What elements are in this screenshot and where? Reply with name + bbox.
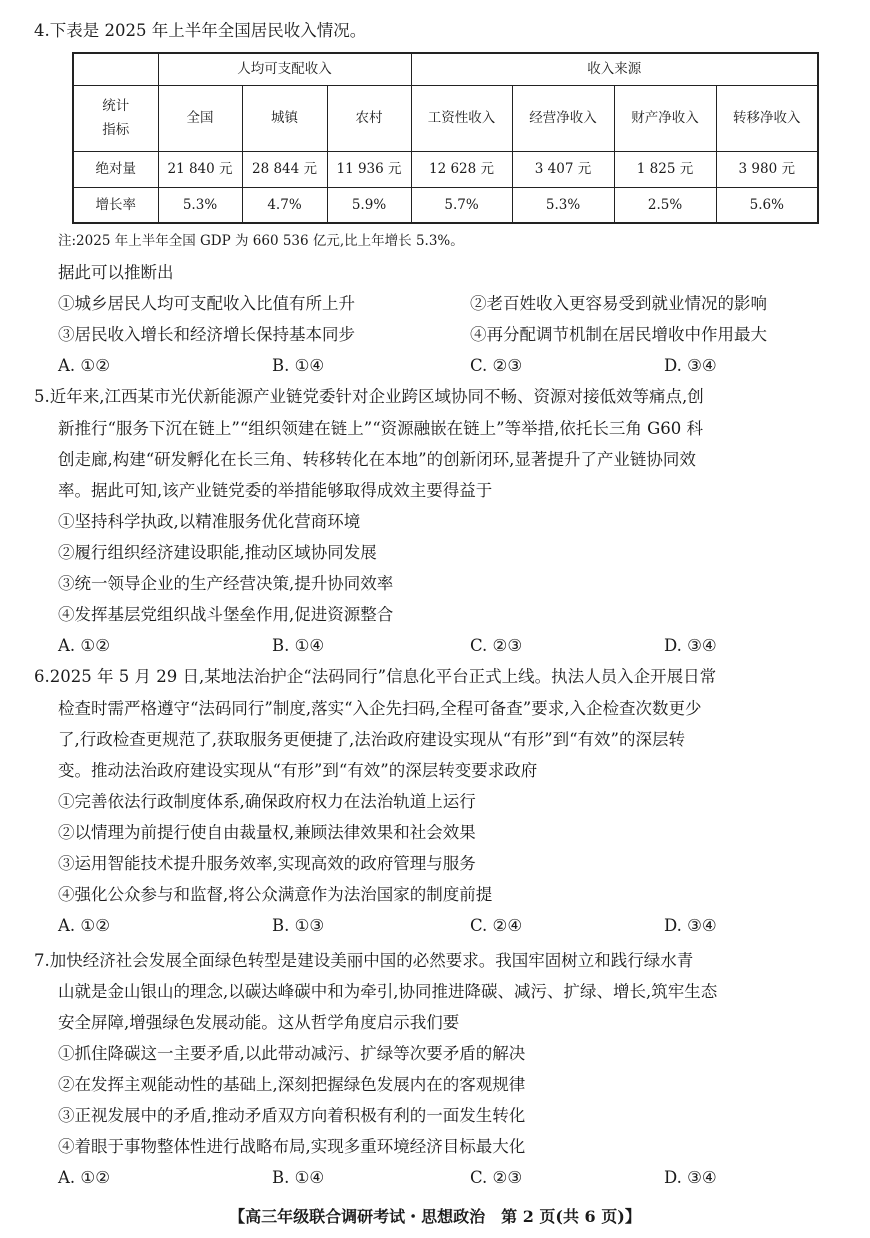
col-header: 城镇: [242, 85, 327, 151]
q6-line-1: 6.2025 年 5 月 29 日,某地法治护企“法码同行”信息化平台正式上线。执法人员入企开展日常: [34, 667, 717, 686]
q7-statement-2: ②在发挥主观能动性的基础上,深刻把握绿色发展内在的客观规律: [58, 1075, 526, 1094]
table-cell: 1 825 元: [614, 151, 716, 187]
q6-option-d: D. ③④: [664, 916, 717, 935]
q6-option-a: A. ①②: [58, 916, 110, 935]
q5-option-a: A. ①②: [58, 636, 110, 655]
q6-statement-2: ②以情理为前提行使自由裁量权,兼顾法律效果和社会效果: [58, 823, 476, 842]
q4-statement-4: ④再分配调节机制在居民增收中作用最大: [470, 325, 767, 344]
q6-statement-3: ③运用智能技术提升服务效率,实现高效的政府管理与服务: [58, 854, 476, 873]
q5-option-b: B. ①④: [272, 636, 325, 655]
q7-line-2: 山就是金山银山的理念,以碳达峰碳中和为牵引,协同推进降碳、减污、扩绿、增长,筑牢生态: [58, 982, 718, 1001]
q7-line-1: 7.加快经济社会发展全面绿色转型是建设美丽中国的必然要求。我国牢固树立和践行绿水青: [34, 951, 694, 970]
col-header: 转移净收入: [716, 85, 818, 151]
q7-option-a: A. ①②: [58, 1168, 110, 1187]
table-corner-cell: [73, 53, 158, 85]
col-header: 财产净收入: [614, 85, 716, 151]
q5-statement-1: ①坚持科学执政,以精准服务优化营商环境: [58, 512, 361, 531]
col-header: 农村: [327, 85, 411, 151]
q4-stem: 4.下表是 2025 年上半年全国居民收入情况。: [34, 21, 367, 40]
header-income-source: 收入来源: [411, 53, 818, 85]
q7-statement-4: ④着眼于事物整体性进行战略布局,实现多重环境经济目标最大化: [58, 1137, 526, 1156]
table-cell: 12 628 元: [411, 151, 512, 187]
q6-statement-4: ④强化公众参与和监督,将公众满意作为法治国家的制度前提: [58, 885, 493, 904]
col-header: 经营净收入: [512, 85, 614, 151]
table-note: 注:2025 年上半年全国 GDP 为 660 536 亿元,比上年增长 5.3%。: [58, 233, 464, 249]
q6-line-2: 检查时需严格遵守“法码同行”制度,落实“入企先扫码,全程可备查”要求,入企检查次数更少: [58, 699, 702, 718]
q5-line-2: 新推行“服务下沉在链上”“组织领建在链上”“资源融嵌在链上”等举措,依托长三角 G60 科: [58, 419, 704, 438]
q5-statement-4: ④发挥基层党组织战斗堡垒作用,促进资源整合: [58, 605, 394, 624]
table-cell: 5.3%: [158, 187, 242, 223]
q5-line-4: 率。据此可知,该产业链党委的举措能够取得成效主要得益于: [58, 481, 493, 500]
table-cell: 3 407 元: [512, 151, 614, 187]
table-cell: 5.3%: [512, 187, 614, 223]
q5-option-c: C. ②③: [470, 636, 523, 655]
q4-statement-1: ①城乡居民人均可支配收入比值有所上升: [58, 294, 355, 313]
q7-option-d: D. ③④: [664, 1168, 717, 1187]
q7-option-c: C. ②③: [470, 1168, 523, 1187]
table-cell: 11 936 元: [327, 151, 411, 187]
row-header-line2: 指标: [102, 122, 130, 138]
q7-line-3: 安全屏障,增强绿色发展动能。这从哲学角度启示我们要: [58, 1013, 460, 1032]
q4-lead: 据此可以推断出: [58, 263, 174, 282]
page-footer: 【高三年级联合调研考试・思想政治 第 2 页(共 6 页)】: [229, 1207, 641, 1226]
col-header: 工资性收入: [411, 85, 512, 151]
q5-option-d: D. ③④: [664, 636, 717, 655]
q4-statement-2: ②老百姓收入更容易受到就业情况的影响: [470, 294, 767, 313]
q5-statement-3: ③统一领导企业的生产经营决策,提升协同效率: [58, 574, 394, 593]
q5-line-1: 5.近年来,江西某市光伏新能源产业链党委针对企业跨区域协同不畅、资源对接低效等痛点,创: [34, 387, 704, 406]
q5-line-3: 创走廊,构建“研发孵化在长三角、转移转化在本地”的创新闭环,显著提升了产业链协同效: [58, 450, 696, 469]
q4-option-b: B. ①④: [272, 356, 325, 375]
table-cell: 28 844 元: [242, 151, 327, 187]
table-cell: 5.9%: [327, 187, 411, 223]
q6-line-4: 变。推动法治政府建设实现从“有形”到“有效”的深层转变要求政府: [58, 761, 538, 780]
q6-option-c: C. ②④: [470, 916, 523, 935]
q4-statement-3: ③居民收入增长和经济增长保持基本同步: [58, 325, 355, 344]
row-label-growth: 增长率: [73, 187, 158, 223]
table-cell: 5.7%: [411, 187, 512, 223]
q6-option-b: B. ①③: [272, 916, 325, 935]
col-header: 全国: [158, 85, 242, 151]
q4-option-c: C. ②③: [470, 356, 523, 375]
q7-statement-3: ③正视发展中的矛盾,推动矛盾双方向着积极有利的一面发生转化: [58, 1106, 526, 1125]
table-cell: 3 980 元: [716, 151, 818, 187]
row-header-indicator: [73, 85, 158, 151]
q5-statement-2: ②履行组织经济建设职能,推动区域协同发展: [58, 543, 377, 562]
table-cell: 5.6%: [716, 187, 818, 223]
q7-option-b: B. ①④: [272, 1168, 325, 1187]
table-cell: 21 840 元: [158, 151, 242, 187]
q6-statement-1: ①完善依法行政制度体系,确保政府权力在法治轨道上运行: [58, 792, 476, 811]
table-cell: 2.5%: [614, 187, 716, 223]
header-disposable-income: 人均可支配收入: [158, 53, 411, 85]
q6-line-3: 了,行政检查更规范了,获取服务更便捷了,法治政府建设实现从“有形”到“有效”的深层转: [58, 730, 685, 749]
q7-statement-1: ①抓住降碳这一主要矛盾,以此带动减污、扩绿等次要矛盾的解决: [58, 1044, 526, 1063]
q4-option-a: A. ①②: [58, 356, 110, 375]
row-label-absolute: 绝对量: [73, 151, 158, 187]
table-cell: 4.7%: [242, 187, 327, 223]
q4-option-d: D. ③④: [664, 356, 717, 375]
income-table: [72, 52, 819, 224]
row-header-line1: 统计: [102, 98, 130, 114]
